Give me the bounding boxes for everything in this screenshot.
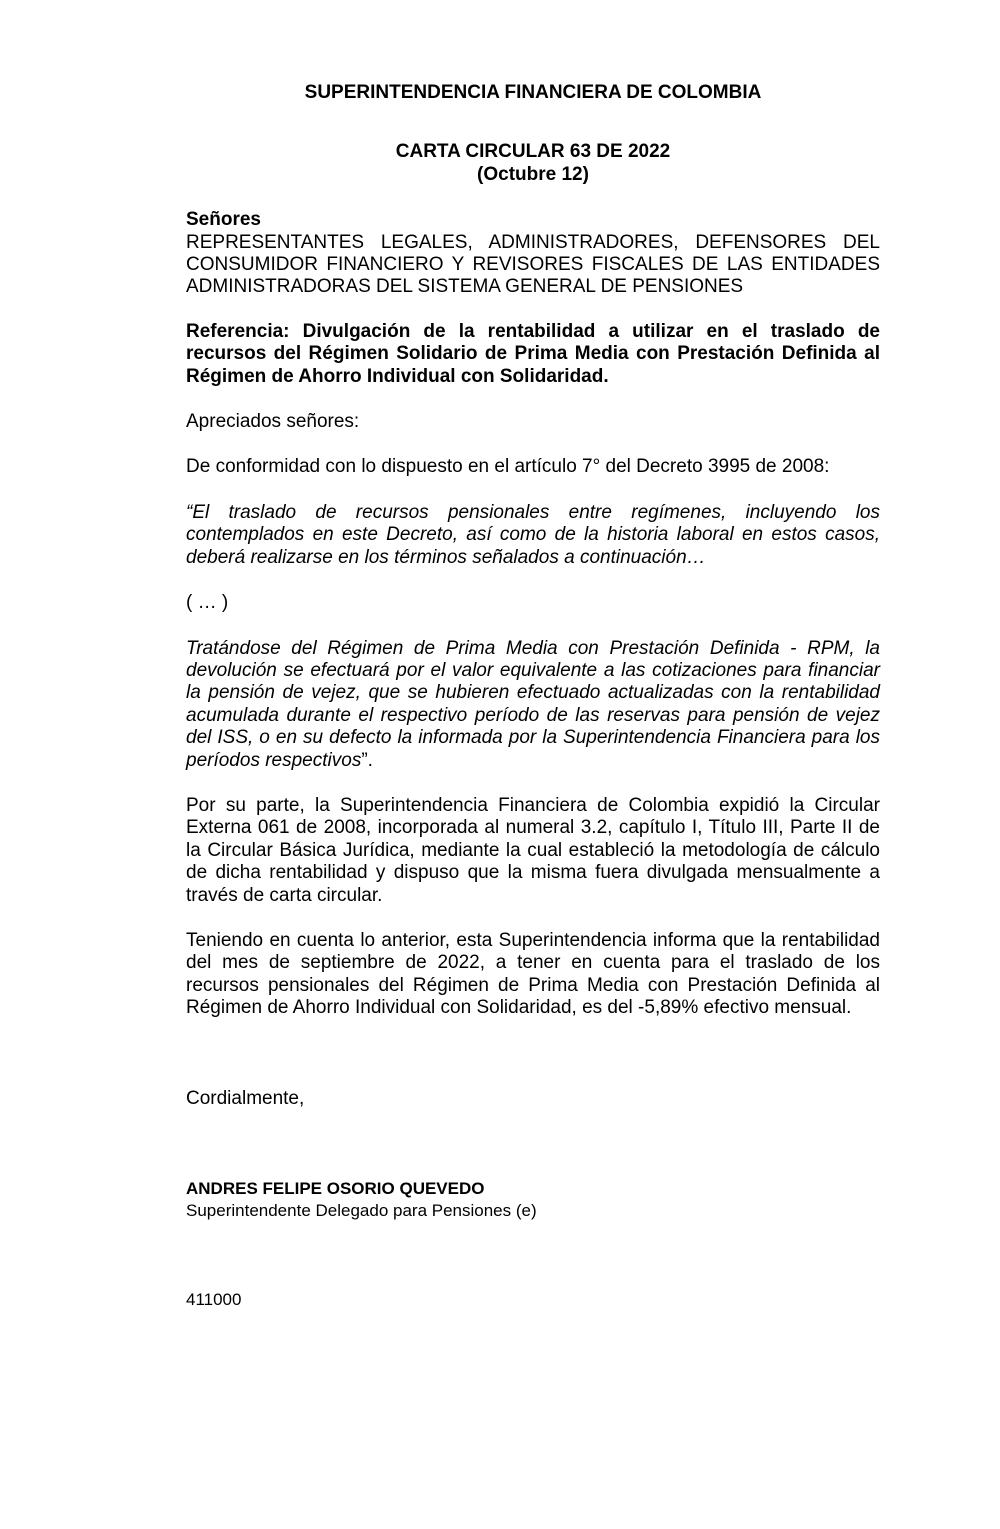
paragraph-circular-externa: Por su parte, la Superintendencia Financiera de Colombia expidió la Circular Externa 061 de 2008, incorporada al numeral 3.2, capítulo I, Título III, Parte II de la Circular Básica Jurídica, mediante la cual estableció la metodología de cálculo de dicha rentabilidad y dispuso que la misma fuera divulgada mensualmente a través de carta circular. <box>186 794 880 906</box>
quote-paragraph-2 <box>186 638 880 772</box>
addressee-recipients: REPRESENTANTES LEGALES, ADMINISTRADORES, DEFENSORES DEL CONSUMIDOR FINANCIERO Y REVISORES FISCALES DE LAS ENTIDADES ADMINISTRADORAS DEL SISTEMA GENERAL DE PENSIONES <box>186 231 880 298</box>
quote-paragraph-1: “El traslado de recursos pensionales entre regímenes, incluyendo los contemplados en este Decreto, así como de la historia laboral en estos casos, deberá realizarse en los términos señalados a continuación… <box>186 501 880 568</box>
closing: Cordialmente, <box>186 1087 305 1109</box>
organization-name: SUPERINTENDENCIA FINANCIERA DE COLOMBIA <box>304 82 762 103</box>
reference-line: Referencia: Divulgación de la rentabilidad a utilizar en el traslado de recursos del Régimen Solidario de Prima Media con Prestación Definida al Régimen de Ahorro Individual con Solidaridad. <box>186 320 880 387</box>
addressee-salutation: Señores <box>186 209 261 231</box>
letter-body <box>186 82 880 1311</box>
signer-title: Superintendente Delegado para Pensiones (e) <box>186 1201 537 1220</box>
quote-2-end: ”. <box>361 749 373 771</box>
circular-title: CARTA CIRCULAR 63 DE 2022 <box>395 141 671 163</box>
ellipsis-marker: ( … ) <box>186 592 229 614</box>
reference-code: 411000 <box>186 1290 242 1309</box>
intro-paragraph: De conformidad con lo dispuesto en el artículo 7° del Decreto 3995 de 2008: <box>186 456 830 478</box>
paragraph-rentabilidad: Teniendo en cuenta lo anterior, esta Superintendencia informa que la rentabilidad del mes de septiembre de 2022, a tener en cuenta para el traslado de los recursos pensionales del Régimen de Prima Media con Prestación Definida al Régimen de Ahorro Individual con Solidaridad, es del -5,89% efectivo mensual. <box>186 929 880 1019</box>
quote-2-text: Tratándose del Régimen de Prima Media con Prestación Definida - RPM, la devolución se efectuará por el valor equivalente a las cotizaciones para financiar la pensión de vejez, que se hubieren efectuado actualizadas con la rentabilidad acumulada durante el respectivo período de las reservas para pensión de vejez del ISS, o en su defecto la informada por la Superintendencia Financiera para los períodos respectivos <box>186 637 880 771</box>
greeting: Apreciados señores: <box>186 411 360 433</box>
signer-name: ANDRES FELIPE OSORIO QUEVEDO <box>186 1179 485 1198</box>
circular-date: (Octubre 12) <box>477 163 589 185</box>
